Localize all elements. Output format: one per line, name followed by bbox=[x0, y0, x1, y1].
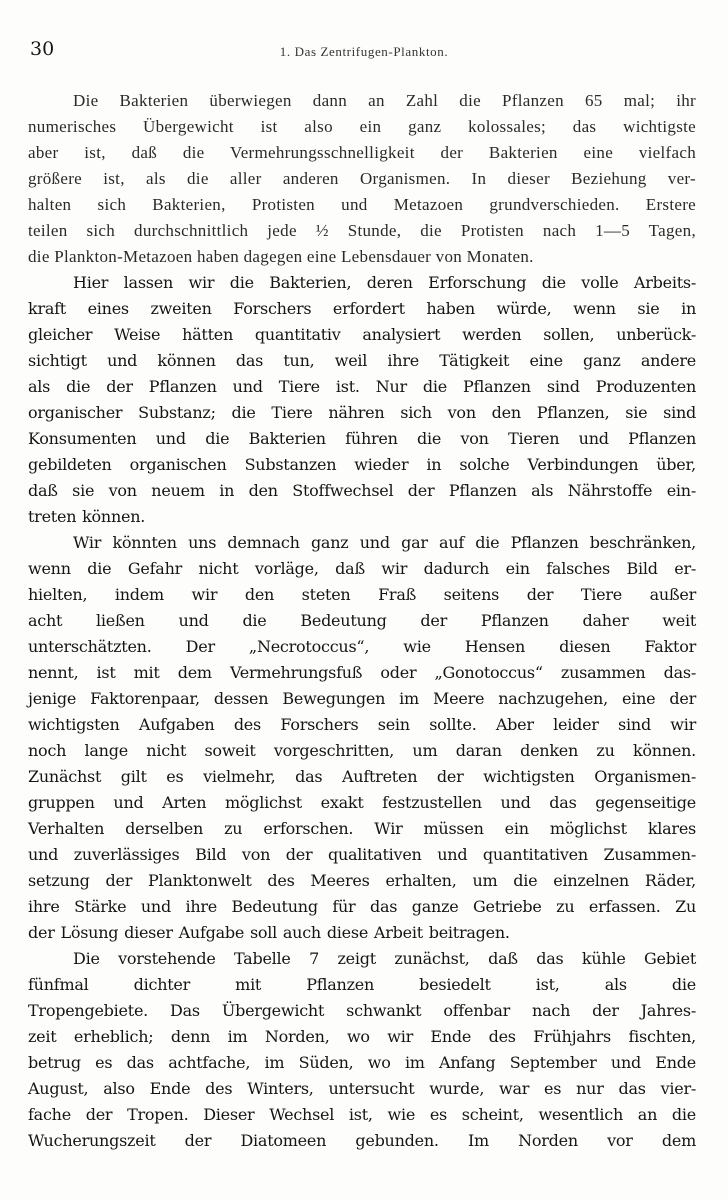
text-line: Wir könnten uns demnach ganz und gar auf die Pflanzen beschränken, bbox=[73, 533, 696, 552]
paragraph-bacteria-overview bbox=[28, 88, 696, 270]
running-title: 1. Das Zentrifugen-Plankton. bbox=[279, 44, 449, 59]
text-line: größere ist, als die aller anderen Organismen. In dieser Beziehung ver- bbox=[28, 169, 696, 188]
text-line: fünfmal dichter mit Pflanzen besiedelt ist, als die bbox=[28, 975, 696, 994]
text-line: wichtigsten Aufgaben des Forschers sein sollte. Aber leider sind wir bbox=[28, 715, 696, 734]
page-number: 30 bbox=[30, 38, 55, 60]
text-line: unterschätzten. Der „Necrotoccus“, wie Hensen diesen Faktor bbox=[28, 637, 696, 656]
text-line: halten sich Bakterien, Protisten und Metazoen grundverschieden. Erstere bbox=[28, 195, 696, 214]
text-line: zeit erheblich; denn im Norden, wo wir Ende des Frühjahrs fischten, bbox=[28, 1027, 696, 1046]
text-line: und zuverlässiges Bild von der qualitativen und quantitativen Zusammen- bbox=[28, 845, 696, 864]
text-line: fache der Tropen. Dieser Wechsel ist, wie es scheint, wesentlich an die bbox=[28, 1105, 696, 1124]
text-line: numerisches Übergewicht ist also ein ganz kolossales; das wichtigste bbox=[28, 117, 696, 136]
text-line: Konsumenten und die Bakterien führen die von Tieren und Pflanzen bbox=[28, 429, 696, 448]
text-line: Wucherungszeit der Diatomeen gebunden. Im Norden vor dem bbox=[28, 1131, 696, 1150]
page-header bbox=[30, 38, 698, 68]
text-line: treten können. bbox=[28, 507, 146, 526]
text-line: Die vorstehende Tabelle 7 zeigt zunächst, daß das kühle Gebiet bbox=[73, 949, 696, 968]
text-line: Zunächst gilt es vielmehr, das Auftreten der wichtigsten Organismen- bbox=[28, 767, 696, 786]
text-line: Verhalten derselben zu erforschen. Wir müssen ein möglichst klares bbox=[28, 819, 696, 838]
paragraph-table-7-discussion bbox=[28, 946, 696, 1154]
text-line: gebildeten organischen Substanzen wieder in solche Verbindungen über, bbox=[28, 455, 696, 474]
text-line: ihre Stärke und ihre Bedeutung für das ganze Getriebe zu erfassen. Zu bbox=[28, 897, 696, 916]
text-line: Tropengebiete. Das Übergewicht schwankt offenbar nach der Jahres- bbox=[28, 1001, 696, 1020]
text-line: als die der Pflanzen und Tiere ist. Nur die Pflanzen sind Produzenten bbox=[28, 377, 696, 396]
text-line: Die Bakterien überwiegen dann an Zahl die Pflanzen 65 mal; ihr bbox=[73, 91, 696, 110]
text-line: hielten, indem wir den steten Fraß seitens der Tiere außer bbox=[28, 585, 696, 604]
text-line: die Plankton-Metazoen haben dagegen eine Lebensdauer von Monaten. bbox=[28, 247, 534, 266]
text-line: wenn die Gefahr nicht vorläge, daß wir dadurch ein falsches Bild er- bbox=[28, 559, 696, 578]
text-line: kraft eines zweiten Forschers erfordert haben würde, wenn sie in bbox=[28, 299, 696, 318]
text-line: betrug es das achtfache, im Süden, wo im Anfang September und Ende bbox=[28, 1053, 696, 1072]
text-line: August, also Ende des Winters, untersucht wurde, war es nur das vier- bbox=[28, 1079, 696, 1098]
text-line: noch lange nicht soweit vorgeschritten, um daran denken zu können. bbox=[28, 741, 696, 760]
text-line: gleicher Weise hätten quantitativ analysiert werden sollen, unberück- bbox=[28, 325, 696, 344]
text-line: nennt, ist mit dem Vermehrungsfuß oder „Gonotoccus“ zusammen das- bbox=[28, 663, 696, 682]
text-line: daß sie von neuem in den Stoffwechsel der Pflanzen als Nährstoffe ein- bbox=[28, 481, 696, 500]
paragraph-producers-consumers bbox=[28, 270, 696, 530]
text-line: setzung der Planktonwelt des Meeres erhalten, um die einzelnen Räder, bbox=[28, 871, 696, 890]
text-line: gruppen und Arten möglichst exakt festzustellen und das gegenseitige bbox=[28, 793, 696, 812]
text-line: organischer Substanz; die Tiere nähren sich von den Pflanzen, sie sind bbox=[28, 403, 696, 422]
text-line: aber ist, daß die Vermehrungsschnelligkeit der Bakterien eine vielfach bbox=[28, 143, 696, 162]
paragraph-necrotoccus bbox=[28, 530, 696, 946]
text-line: jenige Faktorenpaar, dessen Bewegungen im Meere nachzugehen, eine der bbox=[28, 689, 696, 708]
text-line: Hier lassen wir die Bakterien, deren Erforschung die volle Arbeits- bbox=[73, 273, 696, 292]
text-line: teilen sich durchschnittlich jede ½ Stunde, die Protisten nach 1—5 Tagen, bbox=[28, 221, 696, 240]
text-line: sichtigt und können das tun, weil ihre Tätigkeit eine ganz andere bbox=[28, 351, 696, 370]
text-line: der Lösung dieser Aufgabe soll auch diese Arbeit beitragen. bbox=[28, 923, 510, 942]
text-line: acht ließen und die Bedeutung der Pflanzen daher weit bbox=[28, 611, 696, 630]
body-text bbox=[28, 88, 696, 1154]
